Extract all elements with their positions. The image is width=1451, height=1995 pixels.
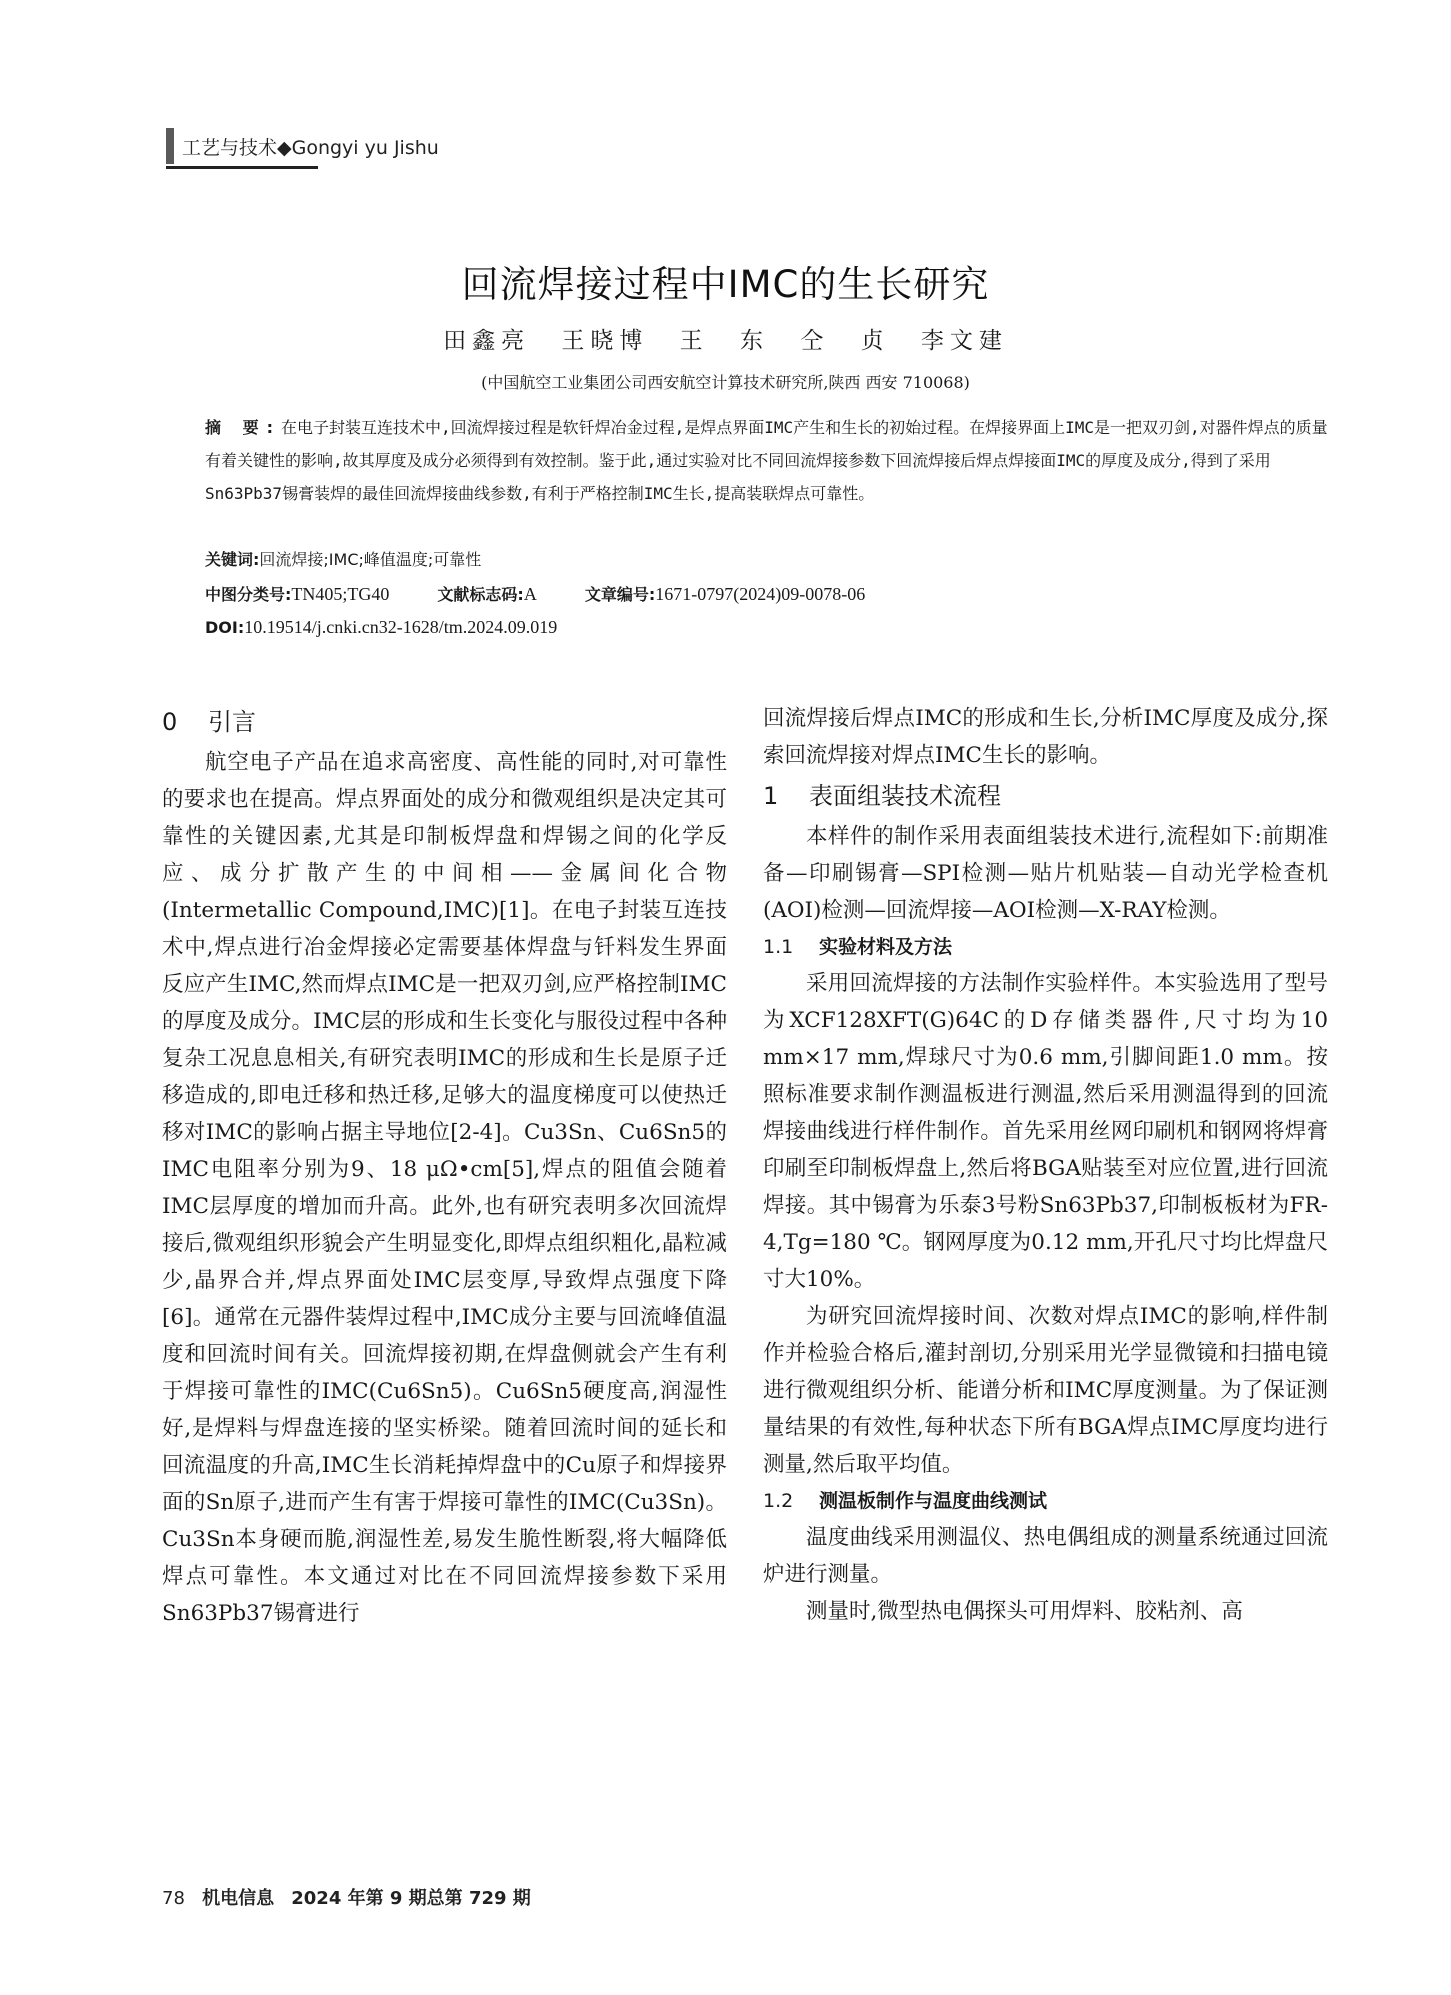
issue-info: 2024 年第 9 期总第 729 期 — [291, 1888, 531, 1909]
left-column — [162, 700, 727, 1632]
header-bar — [166, 128, 174, 164]
section-1-number: 1 — [763, 782, 779, 810]
section-1-1-number: 1.1 — [763, 936, 794, 958]
intro-continuation: 回流焊接后焊点IMC的形成和生长,分析IMC厚度及成分,探索回流焊接对焊点IMC生长的影响。 — [763, 706, 1328, 768]
section-1-2-number: 1.2 — [763, 1490, 794, 1512]
right-column — [763, 700, 1328, 1630]
section-0-heading — [162, 700, 727, 744]
article-title: 回流焊接过程中IMC的生长研究 — [461, 263, 990, 306]
page-footer — [162, 1884, 531, 1910]
clc-label: 中图分类号: — [205, 585, 292, 604]
section-1-2-heading — [763, 1483, 1328, 1519]
intro-paragraph: 航空电子产品在追求高密度、高性能的同时,对可靠性的要求也在提高。焊点界面处的成分和微观组织是决定其可靠性的关键因素,尤其是印制板焊盘和焊锡之间的化学反应、成分扩散产生的中间相——金属间化合物(Intermetallic Compound,IMC)[1]。在电子封装互连技术中,焊点进行冶金焊接必定需要基体焊盘与钎料发生界面反应产生IMC,然而焊点IMC是一把双刃剑,应严格控制IMC的厚度及成分。IMC层的形成和生长变化与服役过程中各种复杂工况息息相关,有研究表明IMC的形成和生长是原子迁移造成的,即电迁移和热迁移,足够大的温度梯度可以使热迁移对IMC的影响占据主导地位[2-4]。Cu3Sn、Cu6Sn5的IMC电阻率分别为9、18 μΩ•cm[5],焊点的阻值会随着IMC层厚度的增加而升高。此外,也有研究表明多次回流焊接后,微观组织形貌会产生明显变化,即焊点组织粗化,晶粒减少,晶界合并,焊点界面处IMC层变厚,导致焊点强度下降[6]。通常在元器件装焊过程中,IMC成分主要与回流峰值温度和回流时间有关。回流焊接初期,在焊盘侧就会产生有利于焊接可靠性的IMC(Cu6Sn5)。Cu6Sn5硬度高,润湿性好,是焊料与焊盘连接的坚实桥梁。随着回流时间的延长和回流温度的升高,IMC生长消耗掉焊盘中的Cu原子和焊接界面的Sn原子,进而产生有害于焊接可靠性的IMC(Cu3Sn)。Cu3Sn本身硬而脆,润湿性差,易发生脆性断裂,将大幅降低焊点可靠性。本文通过对比在不同回流焊接参数下采用Sn63Pb37锡膏进行 — [162, 750, 727, 1626]
running-header — [166, 128, 439, 164]
section-1-1-heading — [763, 929, 1328, 965]
section-1-title: 表面组装技术流程 — [809, 782, 1001, 810]
section-1-1-title: 实验材料及方法 — [819, 936, 953, 958]
keywords-text: 回流焊接;IMC;峰值温度;可靠性 — [259, 550, 482, 569]
section-1-2-paragraph-2: 测量时,微型热电偶探头可用焊料、胶粘剂、高 — [806, 1599, 1243, 1624]
section-1-1-paragraph-1: 采用回流焊接的方法制作实验样件。本实验选用了型号为XCF128XFT(G)64C的D存储类器件,尺寸均为10 mm×17 mm,焊球尺寸为0.6 mm,引脚间距1.0 mm。按照标准要求制作测温板进行测温,然后采用测温得到的回流焊接曲线进行样件制作。首先采用丝网印刷机和钢网将焊膏印刷至印制板焊盘上,然后将BGA贴装至对应位置,进行回流焊接。其中锡膏为乐泰3号粉Sn63Pb37,印制板板材为FR-4,Tg=180 ℃。钢网厚度为0.12 mm,开孔尺寸均比焊盘尺寸大10%。 — [763, 971, 1328, 1292]
header-section-label: 工艺与技术◆Gongyi yu Jishu — [182, 136, 439, 159]
section-1-2-title: 测温板制作与温度曲线测试 — [819, 1490, 1048, 1512]
section-0-title: 引言 — [208, 708, 256, 736]
keywords-label: 关键词: — [205, 550, 260, 569]
section-1-1-paragraph-2: 为研究回流焊接时间、次数对焊点IMC的影响,样件制作并检验合格后,灌封剖切,分别采用光学显微镜和扫描电镜进行微观组织分析、能谱分析和IMC厚度测量。为了保证测量结果的有效性,每种状态下所有BGA焊点IMC厚度均进行测量,然后取平均值。 — [763, 1304, 1328, 1477]
doccode-label: 文献标志码: — [437, 585, 524, 604]
keywords-line — [205, 547, 481, 570]
affiliation: (中国航空工业集团公司西安航空计算技术研究所,陕西 西安 710068) — [481, 373, 970, 392]
section-1-heading — [763, 774, 1328, 818]
classification-line — [205, 582, 865, 605]
articleno-label: 文章编号: — [584, 585, 656, 604]
page-number: 78 — [162, 1888, 185, 1909]
abstract — [205, 411, 1335, 510]
author-list: 田鑫亮 王晓博 王 东 仝 贞 李文建 — [443, 328, 1008, 354]
section-1-2-paragraph-1: 温度曲线采用测温仪、热电偶组成的测量系统通过回流炉进行测量。 — [763, 1525, 1328, 1587]
doi-label: DOI: — [205, 618, 245, 637]
doccode-value: A — [523, 584, 537, 604]
header-underline — [166, 166, 318, 169]
journal-name: 机电信息 — [202, 1888, 275, 1909]
articleno-value: 1671-0797(2024)09-0078-06 — [655, 584, 866, 604]
abstract-text: 在电子封装互连技术中,回流焊接过程是软钎焊冶金过程,是焊点界面IMC产生和生长的初始过程。在焊接界面上IMC是一把双刃剑,对器件焊点的质量有着关键性的影响,故其厚度及成分必须得到有效控制。鉴于此,通过实验对比不同回流焊接参数下回流焊接后焊点焊接面IMC的厚度及成分,得到了采用Sn63Pb37锡膏装焊的最佳回流焊接曲线参数,有利于严格控制IMC生长,提高装联焊点可靠性。 — [205, 418, 1328, 503]
abstract-label: 摘 要: — [205, 418, 281, 437]
doi-line — [205, 617, 557, 638]
section-0-number: 0 — [162, 708, 178, 736]
section-1-paragraph: 本样件的制作采用表面组装技术进行,流程如下:前期准备—印刷锡膏—SPI检测—贴片机贴装—自动光学检查机(AOI)检测—回流焊接—AOI检测—X-RAY检测。 — [763, 824, 1328, 923]
clc-value: TN405;TG40 — [291, 584, 390, 604]
doi-value: 10.19514/j.cnki.cn32-1628/tm.2024.09.019 — [244, 617, 558, 637]
